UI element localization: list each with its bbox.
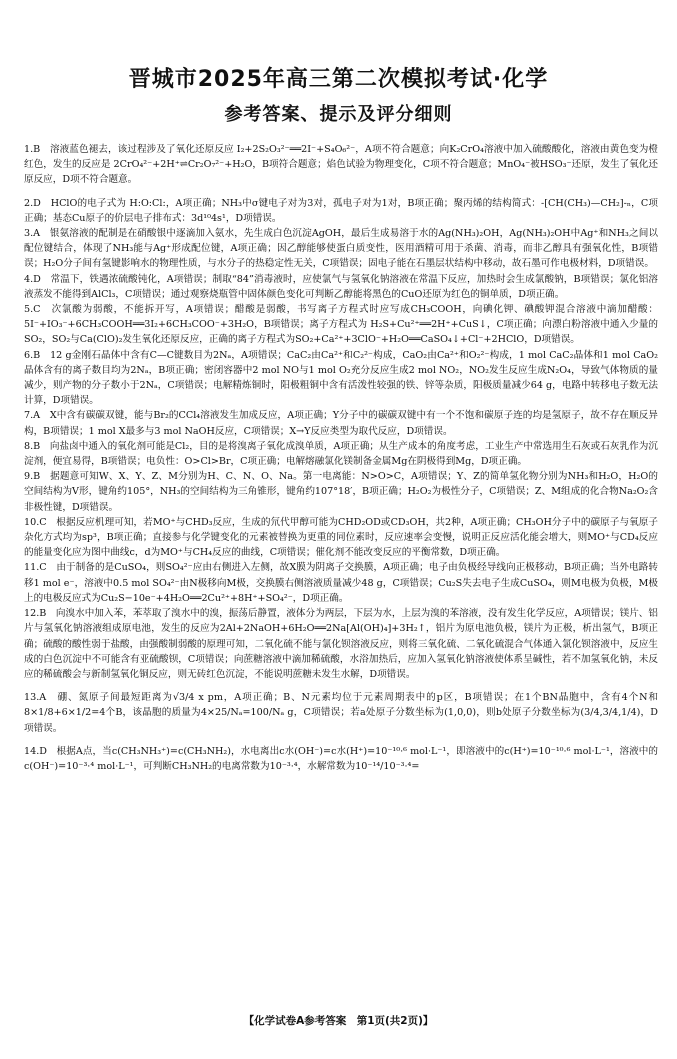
- page-title: 晋城市2025年高三第二次模拟考试·化学: [128, 67, 549, 92]
- answer-item-2: 2.D HClO的电子式为 H:O:Cl:，A项正确；NH₃中σ键电子对为3对，孤电子对为1对，B项正确；聚丙烯的结构简式：-[CH(CH₃)—CH₂]-ₙ，C项正确；基态Cu原子的价层电子排布式：3d¹⁰4s¹，D项错误。: [24, 197, 658, 224]
- answer-item-9: 9.B 据题意可知W、X、Y、Z、M分别为H、C、N、O、Na。第一电离能：N>O>C，A项错误；Y、Z的简单氢化物分别为NH₃和H₂O，H₂O的空间结构为V形，键角约105°，NH₃的空间结构为三角锥形，键角约107°18′，B项正确；H₂O₂为极性分子，C项错误；Z、M组成的化合物Na₂O₂含非极性键，D项错误。: [24, 471, 658, 513]
- page-subtitle: 参考答案、提示及评分细则: [224, 104, 453, 125]
- answer-item-4: 4.D 常温下，铁遇浓硫酸钝化，A项错误；制取“84”消毒液时，应使氯气与氢氧化钠溶液在常温下反应，加热时会生成氯酸钠，B项错误；氯化铝溶液蒸发不能得到AlCl₃，C项错误；通过观察烧瓶管中固体颜色变化可判断乙醇能将黑色的CuO还原为红色的铜单质，D项正确。: [24, 273, 658, 300]
- answer-item-3: 3.A 银氨溶液的配制是在硝酸银中逐滴加入氨水，先生成白色沉淀AgOH，最后生成易溶于水的Ag(NH₃)₂OH，Ag(NH₃)₂OH中Ag⁺和NH₃之间以配位键结合，体现了NH₃能与Ag⁺形成配位键，A项正确；因乙醇能够使蛋白质变性，医用酒精可用于杀菌、消毒，而非乙醇具有强氧化性，B项错误；H₂O分子间有氢键影响水的物理性质，与水分子的热稳定性无关，C项错误；固电子能在石墨层状结构中移动，故石墨可作电极材料，D项错误。: [24, 228, 658, 270]
- answer-item-11: 11.C 由于制备的是CuSO₄，则SO₄²⁻应由右侧进入左侧，故X膜为阴离子交换膜，A项正确；电子由负极经导线向正极移动，B项正确；当外电路转移1 mol e⁻，溶液中0.5 mol SO₄²⁻由N极移向M极，交换膜右侧溶液质量减少48 g，C项错误；Cu₂S失去电子生成CuSO₄，则M电极为负极，M极上的电极反应式为Cu₂S−10e⁻+4H₂O══2Cu²⁺+8H⁺+SO₄²⁻，D项正确。: [24, 562, 658, 604]
- answer-item-6: 6.B 12 g金刚石晶体中含有C—C键数目为2Nₐ，A项错误；CaC₂由Ca²⁺和C₂²⁻构成，CaO₂由Ca²⁺和O₂²⁻构成，1 mol CaC₂晶体和1 mol CaO₂晶体含有的离子数目均为2Nₐ，B项正确；密闭容器中2 mol NO与1 mol O₂充分反应生成2 mol NO₂，NO₂发生反应生成N₂O₄，导致气体物质的量减少，则产物的分子数小于2Nₐ，C项错误；电解精炼铜时，阳极粗铜中含有活泼性较强的铁、锌等杂质，阳极质量减少64 g，电路中转移电子数无法计算，D项错误。: [24, 349, 658, 407]
- answer-item-13: 13.A 硼、氮原子间最短距离为√3/4 x pm，A项正确；B、N元素均位于元素周期表中的p区，B项错误；在1个BN晶胞中，含有4个N和8×1/8+6×1/2=4个B，该晶胞的质量为4×25/Nₐ=100/Nₐ g，C项错误；若a处原子分数坐标为(1,0,0)，则b处原子分数坐标为(3/4,3/4,1/4)，D项错误。: [24, 692, 658, 734]
- answer-item-5: 5.C 次氯酸为弱酸，不能拆开写，A项错误；醋酸是弱酸，书写离子方程式时应写成CH₃COOH，向碘化钾、碘酸钾混合溶液中滴加醋酸：5I⁻+IO₃⁻+6CH₃COOH══3I₂+6CH₃COO⁻+3H₂O，B项错误；离子方程式为 H₂S+Cu²⁺══2H⁺+CuS↓，C项正确；向漂白粉溶液中通入少量的SO₂，SO₂与Ca(ClO)₂发生氧化还原反应，正确的离子方程式为SO₂+Ca²⁺+3ClO⁻+H₂O══CaSO₄↓+Cl⁻+2HClO，D项错误。: [24, 304, 658, 346]
- answer-item-10: 10.C 根据反应机理可知，若MO⁺与CHD₃反应，生成的氘代甲醇可能为CHD₂OD或CD₃OH，共2种，A项正确；CH₃OH分子中的碳原子与氧原子杂化方式均为sp³，B项正确；直接参与化学键变化的元素被替换为更重的同位素时，反应速率会变慢，说明正反应活化能会增大，则MO⁺与CD₄反应的能量变化应为图中曲线c，d为MO⁺与CH₄反应的曲线，C项错误；催化剂不能改变反应的平衡常数，D项正确。: [24, 516, 658, 559]
- answer-item-8: 8.B 向盐卤中通入的氧化剂可能是Cl₂，目的是将溴离子氧化成溴单质，A项正确；从生产成本的角度考虑，工业生产中常选用生石灰或石灰乳作为沉淀剂，便宜易得，B项错误；电负性：O>Cl>Br，C项正确；电解熔融氯化镁制备金属Mg在阴极得到Mg，D项正确。: [24, 440, 658, 468]
- answer-item-1: 1.B 溶液蓝色褪去，该过程涉及了氧化还原反应 I₂+2S₂O₃²⁻══2I⁻+S₄O₆²⁻，A项不符合题意；向K₂CrO₄溶液中加入硫酸酸化，溶液由黄色变为橙红色，发生的反应是 2CrO₄²⁻+2H⁺⇌Cr₂O₇²⁻+H₂O，B项符合题意；焰色试验为物理变化，C项不符合题意；MnO₄⁻被HSO₃⁻还原，发生了氧化还原反应，D项不符合题意。: [24, 144, 658, 186]
- answer-item-14: 14.D 根据A点，当c(CH₃NH₃⁺)=c(CH₃NH₂)，水电离出c水(OH⁻)=c水(H⁺)=10⁻¹⁰·⁶ mol·L⁻¹，即溶液中的c(H⁺)=10⁻¹⁰·⁶ mol·L⁻¹，溶液中的c(OH⁻)=10⁻³·⁴ mol·L⁻¹，可判断CH₃NH₂的电离常数为10⁻³·⁴，水解常数为10⁻¹⁴/10⁻³·⁴=: [24, 745, 658, 772]
- answer-item-7: 7.A X中含有碳碳双键，能与Br₂的CCl₄溶液发生加成反应，A项正确；Y分子中的碳碳双键中有一个不饱和碳原子连的均是氢原子，故不存在顺反异构，B项错误；1 mol X最多与3 mol NaOH反应，C项错误；X→Y反应类型为取代反应，D项错误。: [24, 410, 658, 437]
- page-footer: 【化学试卷A参考答案 第1页(共2页)】: [243, 1015, 434, 1027]
- answer-list: [24, 142, 658, 774]
- answer-item-12: 12.B 向溴水中加入苯，苯萃取了溴水中的溴，振荡后静置，液体分为两层，下层为水，上层为溴的苯溶液，没有发生化学反应，A项错误；镁片、铝片与氢氧化钠溶液组成原电池，发生的反应为2Al+2NaOH+6H₂O══2Na[Al(OH)₄]+3H₂↑，铝片为原电池负极，镁片为正极，析出氢气，B项正确；硫酸的酸性弱于盐酸，由强酸制弱酸的原理可知，二氧化硫不能与氯化钡溶液反应，则将三氧化硫、二氧化硫混合气体通入氯化钡溶液中，反应生成的白色沉淀中不可能含有亚硫酸钡，C项错误；向蔗糖溶液中滴加稀硫酸，水浴加热后，应加入氢氧化钠溶液使体系呈碱性，若不加氢氧化钠，未反应的稀硫酸会与新制氢氧化铜反应，则无砖红色沉淀，不能说明蔗糖未发生水解，D项错误。: [24, 608, 658, 680]
